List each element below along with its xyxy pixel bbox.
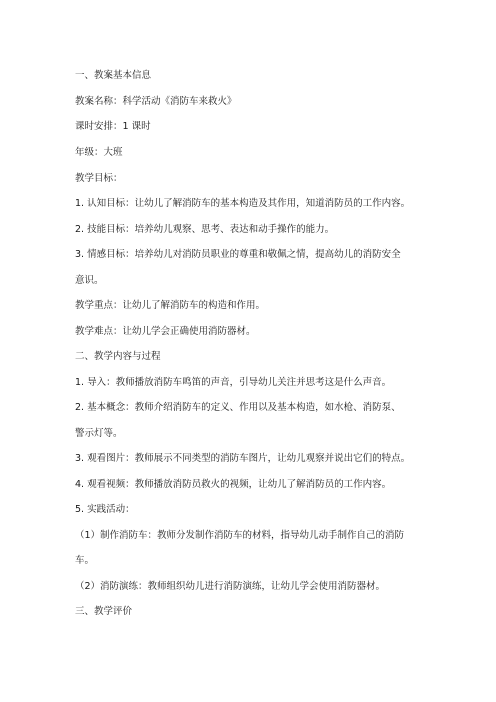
step-basic-concepts: 2. 基本概念：教师介绍消防车的定义、作用以及基本构造，如水枪、消防泵、 (75, 402, 401, 413)
objective-emotional-cont: 意识。 (75, 275, 104, 286)
section-heading-evaluation: 三、教学评价 (75, 606, 133, 617)
section-heading-process: 二、教学内容与过程 (75, 351, 161, 362)
objective-cognitive: 1. 认知目标：让幼儿了解消防车的基本构造及其作用，知道消防员的工作内容。 (75, 198, 411, 209)
step-view-video: 4. 观看视频：教师播放消防员救火的视频，让幼儿了解消防员的工作内容。 (75, 479, 392, 490)
lesson-name: 教案名称：科学活动《消防车来救火》 (75, 96, 237, 107)
teaching-difficulty: 教学难点：让幼儿学会正确使用消防器材。 (75, 326, 256, 337)
grade-level: 年级：大班 (75, 147, 123, 158)
step-practice: 5. 实践活动： (75, 504, 135, 515)
teaching-key-point: 教学重点：让幼儿了解消防车的构造和作用。 (75, 300, 266, 311)
lesson-duration: 课时安排：1 课时 (75, 121, 151, 132)
practice-fire-drill: （2）消防演练：教师组织幼儿进行消防演练，让幼儿学会使用消防器材。 (75, 581, 386, 592)
practice-make-fire-truck: （1）制作消防车：教师分发制作消防车的材料，指导幼儿动手制作自己的消防 (75, 530, 405, 541)
section-heading-basic-info: 一、教案基本信息 (75, 70, 152, 81)
step-view-pictures: 3. 观看图片：教师展示不同类型的消防车图片，让幼儿观察并说出它们的特点。 (75, 453, 411, 464)
objective-emotional: 3. 情感目标：培养幼儿对消防员职业的尊重和敬佩之情，提高幼儿的消防安全 (75, 249, 401, 260)
objective-skill: 2. 技能目标：培养幼儿观察、思考、表达和动手操作的能力。 (75, 224, 335, 235)
objectives-label: 教学目标： (75, 173, 123, 184)
step-basic-concepts-cont: 警示灯等。 (75, 428, 123, 439)
practice-make-fire-truck-cont: 车。 (75, 555, 95, 566)
step-introduction: 1. 导入：教师播放消防车鸣笛的声音，引导幼儿关注并思考这是什么声音。 (75, 377, 392, 388)
